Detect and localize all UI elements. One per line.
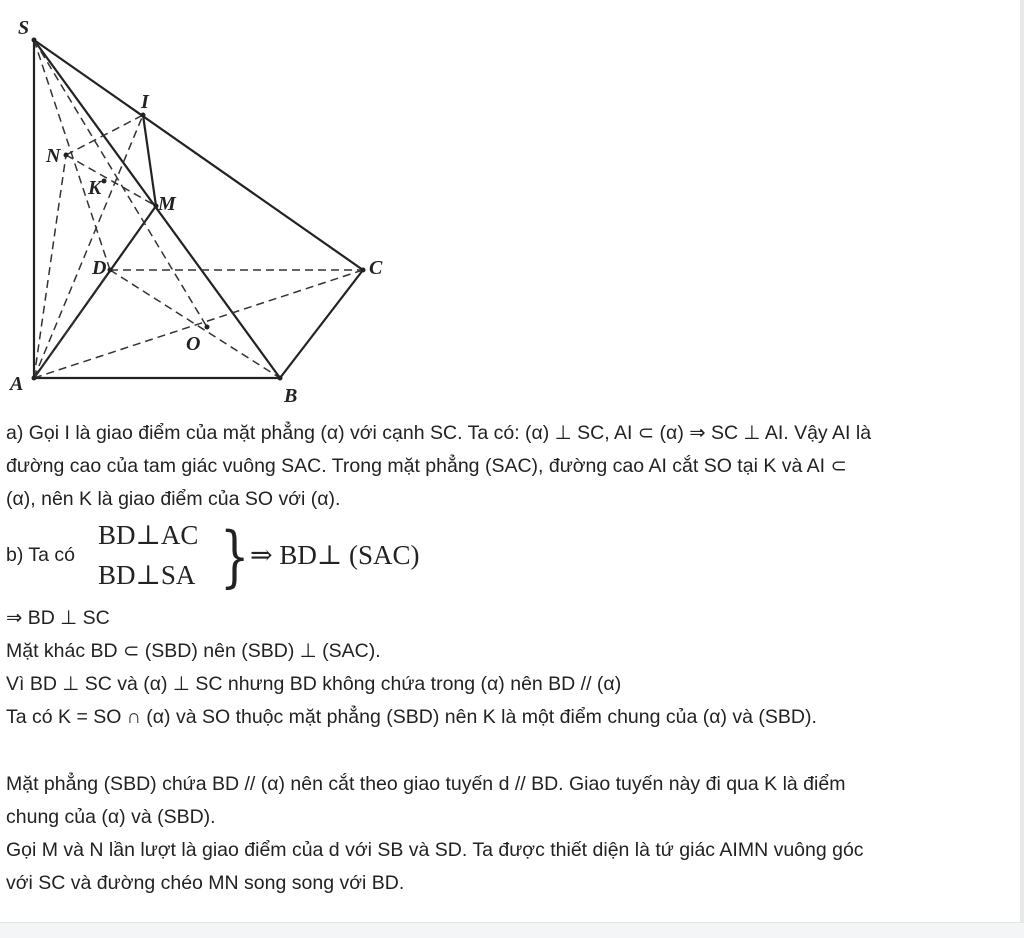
label-N: N xyxy=(46,145,61,167)
label-I: I xyxy=(141,91,149,113)
point-S xyxy=(32,38,37,43)
diagonal-DB xyxy=(110,270,280,378)
part-b-line: Ta có K = SO ∩ (α) và SO thuộc mặt phẳng (SBD) nên K là một điểm chung của (α) và (SBD). xyxy=(6,706,817,728)
label-D: D xyxy=(92,257,107,279)
pyramid-figure xyxy=(0,0,400,415)
system-result: ⇒ BD⊥ (SAC) xyxy=(250,540,420,570)
part-a-line: đường cao của tam giác vuông SAC. Trong mặt phẳng (SAC), đường cao AI cắt SO tại K và AI ⊂ xyxy=(6,455,847,477)
label-M: M xyxy=(158,193,176,215)
label-O: O xyxy=(186,333,201,355)
part-c-paragraph xyxy=(6,768,984,900)
point-D xyxy=(108,268,113,273)
system-row-2: BD⊥SA xyxy=(98,560,196,590)
part-c-line: Gọi M và N lần lượt là giao điểm của d với SB và SD. Ta được thiết diện là tứ giác AIMN vuông góc xyxy=(6,839,864,861)
part-c-line: chung của (α) và (SBD). xyxy=(6,806,216,828)
part-a-line: (α), nên K là giao điểm của SO với (α). xyxy=(6,488,341,510)
label-K: K xyxy=(88,177,102,199)
part-b-system xyxy=(6,520,606,600)
segment-SO xyxy=(34,40,207,327)
segment-AN xyxy=(34,155,66,378)
label-A: A xyxy=(10,373,24,395)
edge-SC xyxy=(34,40,363,270)
edge-BC xyxy=(280,270,363,378)
part-b-label: b) Ta có xyxy=(6,544,76,566)
label-C: C xyxy=(369,257,383,279)
label-B: B xyxy=(284,385,298,407)
part-b-line: Vì BD ⊥ SC và (α) ⊥ SC nhưng BD không chứa trong (α) nên BD // (α) xyxy=(6,673,622,695)
point-O xyxy=(205,325,210,330)
point-A xyxy=(32,376,37,381)
segment-NM xyxy=(66,155,156,206)
segment-NI xyxy=(66,115,143,155)
page-right-border xyxy=(1020,0,1024,922)
system-row-1: BD⊥AC xyxy=(98,520,199,550)
point-N xyxy=(64,153,69,158)
point-C xyxy=(361,268,366,273)
point-B xyxy=(278,376,283,381)
label-S: S xyxy=(18,17,30,39)
bottom-divider xyxy=(0,922,1024,938)
part-b-line: ⇒ BD ⊥ SC xyxy=(6,607,110,629)
part-a-line: a) Gọi I là giao điểm của mặt phẳng (α) với cạnh SC. Ta có: (α) ⊥ SC, AI ⊂ (α) ⇒ SC ⊥ AI. Vậy AI là xyxy=(6,422,872,444)
part-b-line: Mặt khác BD ⊂ (SBD) nên (SBD) ⊥ (SAC). xyxy=(6,640,381,662)
point-K xyxy=(102,179,107,184)
part-a-paragraph xyxy=(6,417,984,516)
part-c-line: với SC và đường chéo MN song song với BD. xyxy=(6,872,405,894)
diagonal-AC xyxy=(34,270,363,378)
part-c-line: Mặt phẳng (SBD) chứa BD // (α) nên cắt theo giao tuyến d // BD. Giao tuyến này đi qua K là điểm xyxy=(6,773,846,795)
system-brace: } xyxy=(220,518,250,595)
part-b-paragraph xyxy=(6,602,984,734)
point-I xyxy=(141,113,146,118)
